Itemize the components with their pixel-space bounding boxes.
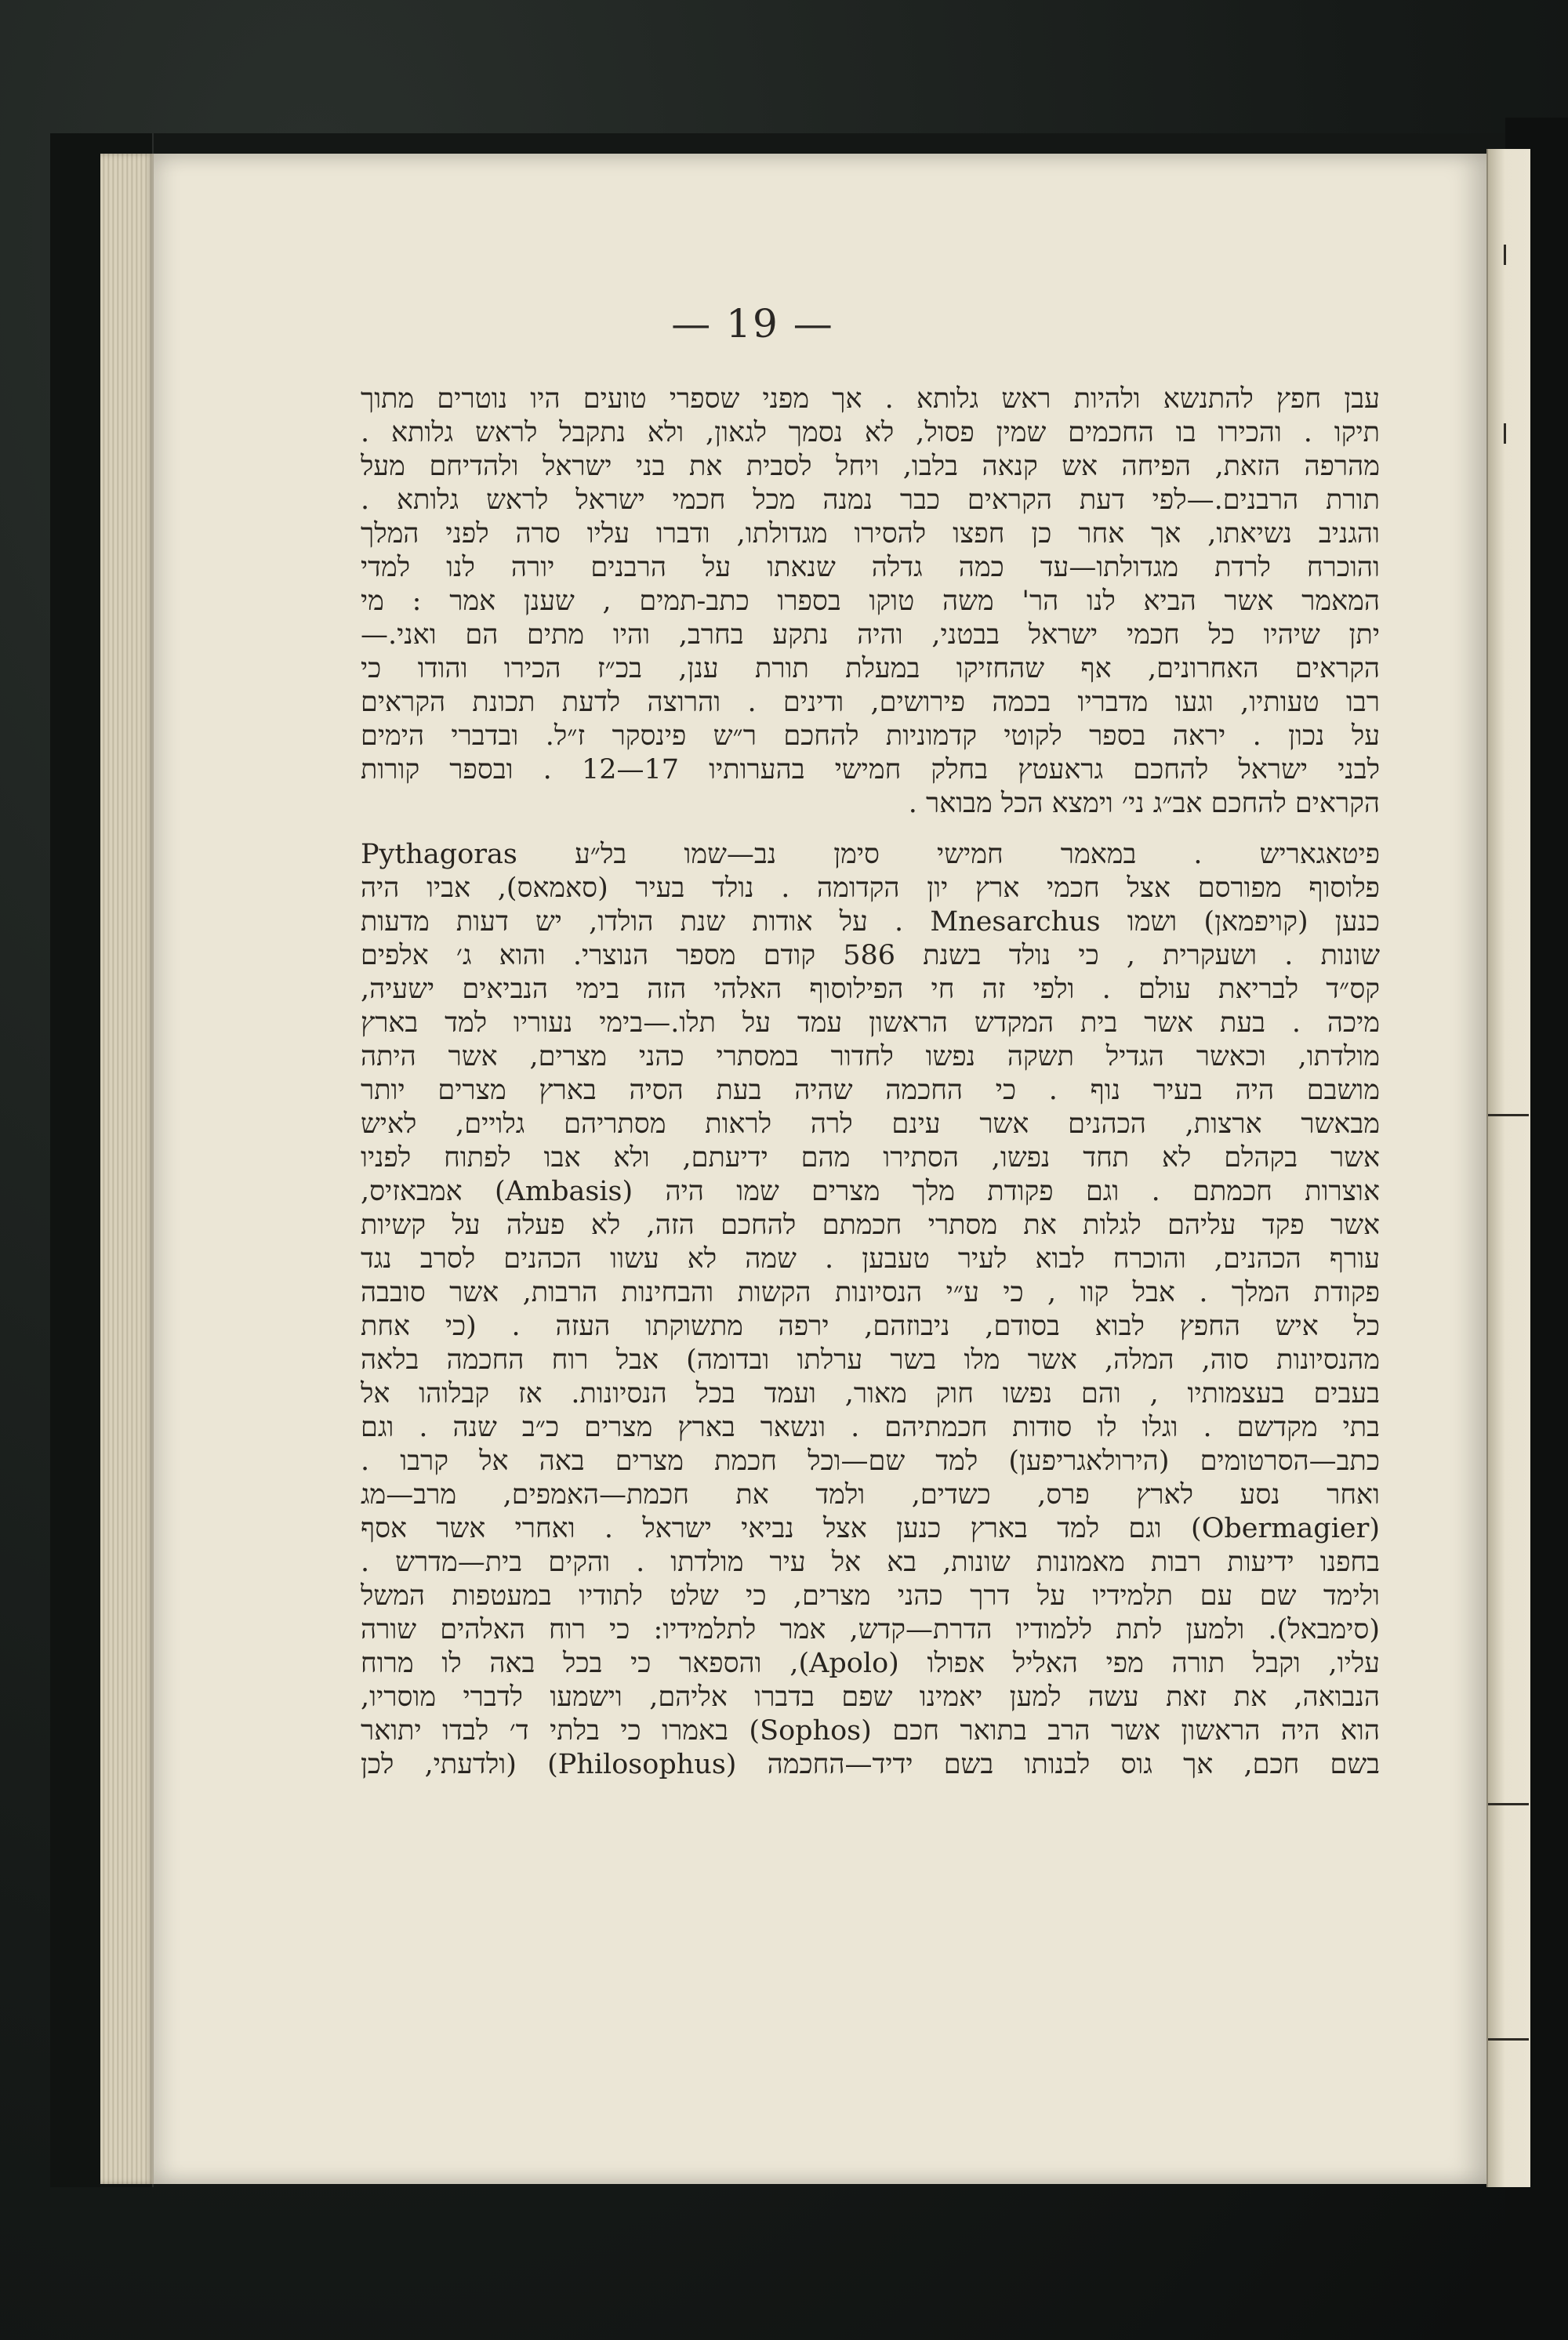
text-line: עליו, וקבל תורה מפי האליל אפולו (Apolo), והספאר כי בכל באה לו מרוח	[361, 1648, 1380, 1679]
text-line: מהרפה הזאת, הפיחה אש קנאה בלבו, ויחל לסבית את בני ישראל ולהדיחם מעל	[361, 451, 1380, 482]
text-line: על נכון . יראה בספר לקוטי קדמוניות להחכם ר״ש פינסקר ז״ל. ובדברי הימים	[361, 720, 1380, 752]
page-edge-mark	[1488, 2038, 1529, 2041]
text-line: (Obermagier) וגם למד בארץ כנען אצל נביאי ישראל . ואחרי אשר אסף	[361, 1513, 1380, 1544]
text-line: פקודת המלך . אבל קוו , כי ע״י הנסיונות הקשות והבחינות הרבות, אשר סובבה	[361, 1277, 1380, 1308]
text-line: הנבואה, את זאת עשה למען יאמינו שפם בדברו אליהם, וישמעו לדברי מוסריו,	[361, 1682, 1380, 1713]
text-line: לבני ישראל להחכם גראעטץ בחלק חמישי בהערותיו 17—12 . ובספר קורות	[361, 754, 1380, 785]
page-edge-tick	[1504, 245, 1506, 265]
text-line: שונות . ושעקרית , כי נולד בשנת 586 קודם מספר הנוצרי. והוא ג׳ אלפים	[361, 940, 1380, 971]
text-line: כל איש החפץ לבוא בסודם, ניבוזהם, ירפה מתשוקתו העזה . (כי אחת	[361, 1311, 1380, 1342]
paragraph-pythagoras	[361, 838, 1380, 1782]
text-line: עבן חפץ להתנשא ולהיות ראש גלותא . אך מפני שספרי טועים היו נוטרים מתוך	[361, 383, 1380, 415]
text-line: ואחר נסע לארץ פרס, כשדים, ולמד את חכמת—האמפים, מרב—מג	[361, 1479, 1380, 1511]
text-line: הקראים האחרונים, אף שהחזיקו במעלת תורת ענן, בכ״ז הכירו והודו כי	[361, 653, 1380, 684]
text-line: הקראים להחכם אב״ג ני׳ וימצא הכל מבואר .	[908, 788, 1380, 819]
text-line: יתן שיהיו כל חכמי ישראל בבטני, והיה נתקע בחרב, והיו מתים הם ואני.—	[361, 619, 1380, 651]
text-line: מיכה . בעת אשר בית המקדש הראשון עמד על תלו.—בימי נעוריו למד בארץ	[361, 1007, 1380, 1039]
text-line: הוא היה הראשון אשר הרב בתואר חכם (Sophos) באמרו כי בלתי ד׳ לבדו יתואר	[361, 1715, 1380, 1747]
page-edge-mark	[1488, 1803, 1529, 1805]
text-line: בעבים בעצמותיו , והם נפשו חוק מאור, ועמד בכל הנסיונות. אז קבלוהו אל	[361, 1378, 1380, 1409]
text-line: תורת הרבנים.—לפי דעת הקראים כבר נמנה מכל חכמי ישראל לראש גלותא .	[361, 484, 1380, 516]
text-line: מולדתו, וכאשר הגדיל תשקה נפשו לחדור במסתרי כהני מצרים, אשר היתה	[361, 1041, 1380, 1072]
text-line: בשם חכם, אך גוס לבנותו בשם ידיד—החכמה (Philosophus) (ולדעתי, לכן	[361, 1749, 1380, 1780]
text-line: המאמר אשר הביא לנו הר' משה טוקו בספרו כתב-תמים , שענן אמר : מי	[361, 586, 1380, 617]
text-line: והוכרח לרדת מגדולתו—עד כמה גדלה שנאתו על הרבנים יורה לנו למדי	[361, 552, 1380, 583]
page-text	[361, 383, 1380, 1782]
text-line: והגניב נשיאתו, אך אחר כן חפצו להסירו מגדולתו, ודברו עליו סרה לפני המלך	[361, 518, 1380, 550]
page-edge-tick	[1504, 423, 1506, 444]
text-line: פלוסוף מפורסם אצל חכמי ארץ יון הקדומה . נולד בעיר (סאמאס), אביו היה	[361, 873, 1380, 904]
paragraph-gap	[361, 821, 1380, 838]
text-line: מהנסיונות סוה, המלה, אשר מלו בשר ערלתו ובדומה) אבל רוח החכמה בלאה	[361, 1344, 1380, 1376]
next-page-edge	[1486, 149, 1530, 2187]
text-line: עורף הכהנים, והוכרח לבוא לעיר טעבען . שמה לא עשוו הכהנים לסרב נגד	[361, 1243, 1380, 1275]
text-line: כתב—הסרטומים (הירולאגריפען) למד שם—וכל חכמת מצרים באה אל קרבו .	[361, 1446, 1380, 1477]
text-line: רבו טעותיו, וגעו מדבריו בכמה פירושים, ודינים . והרוצה לדעת תכונת הקראים	[361, 687, 1380, 718]
paragraph-anan	[361, 383, 1380, 821]
text-line: (סימבאל). ולמען לתת ללמודיו הדרת—קדש, אמר לתלמידיו: כי רוח האלהים שורה	[361, 1614, 1380, 1645]
text-line: אשר בקהלם לא תחד נפשו, הסתירו מהם ידיעתם, ולא אבו לפתוח לפניו	[361, 1142, 1380, 1174]
text-line: מבאשר ארצות, הכהנים אשר עינם לרה לראות מסתריהם גלויים, לאיש	[361, 1108, 1380, 1140]
text-line: בתי מקדשם . וגלו לו סודות חכמתיהם . ונשאר בארץ מצרים כ״ב שנה . וגם	[361, 1412, 1380, 1443]
text-line: אשר פקד עליהם לגלות את מסתרי חכמתם להחכם הזה, לא פעלה על קשיות	[361, 1210, 1380, 1241]
text-line: אוצרות חכמתם . וגם פקודת מלך מצרים שמו היה (Ambasis) אמבאזיס,	[361, 1176, 1380, 1207]
page-edge-mark	[1488, 1114, 1529, 1116]
text-line: ולימד שם עם תלמידיו על דרך כהני מצרים, כי שלט לתודיו במעטפות המשל	[361, 1580, 1380, 1612]
text-line: מושבם היה בעיר נוף . כי החכמה שהיה בעת הסיה בארץ מצרים יותר	[361, 1075, 1380, 1106]
text-line: פיטאגאריש . במאמר חמישי סימן נב—שמו בל״ע Pythagoras	[361, 839, 1380, 870]
text-line: תיקו . והכירו בו החכמים שמין פסול, לא נסמך לגאון, ולא נתקבל לראש גלותא .	[361, 417, 1380, 448]
page-stack-edge	[100, 154, 155, 2184]
text-line: כנען (קויפמאן) ושמו Mnesarchus . על אודות שנת הולדו, יש דעות מדעות	[361, 906, 1380, 938]
text-line: בחפנו ידיעות רבות מאמונות שונות, בא אל עיר מולדתו . והקים בית—מדרש .	[361, 1547, 1380, 1578]
text-line: קס״ד לבריאת עולם . ולפי זה חי הפילוסוף האלהי הזה בימי הנביאים ישעיה,	[361, 974, 1380, 1005]
page-number: — 19 —	[671, 301, 834, 346]
